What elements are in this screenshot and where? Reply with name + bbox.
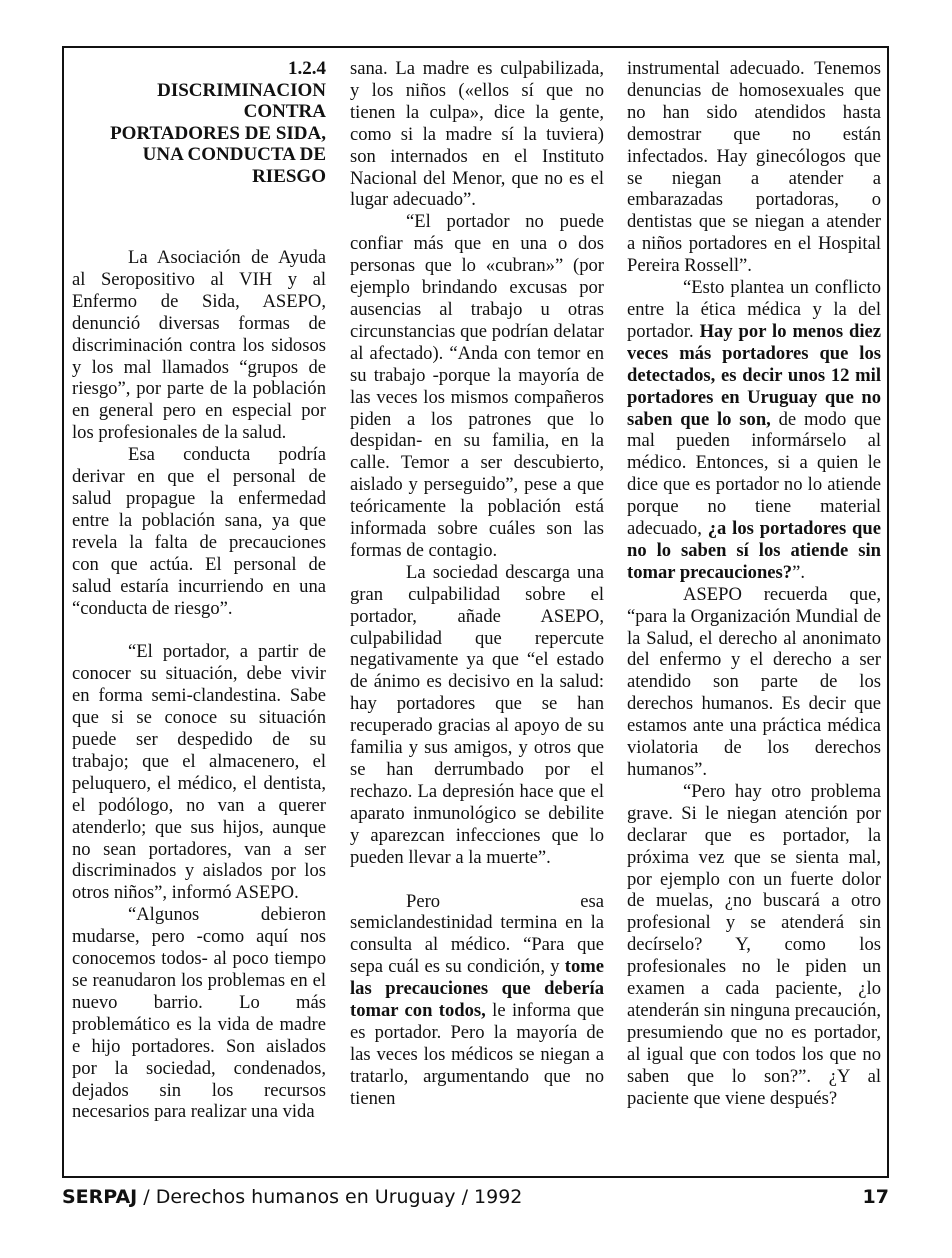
paragraph (627, 277, 881, 584)
page-number: 17 (862, 1186, 889, 1208)
section-heading (72, 58, 326, 187)
paragraph: “El portador, a partir de conocer su situación, debe vivir en forma semi-clandestina. Sabe que si se conoce su situación puede ser despedido de su trabajo; que el almacenero, el peluquero, el médico, el dentista, el podólogo, no van a querer atenderlo; que sus hijos, aunque no sean portadores, van a ser discriminados y aislados por los otros niños”, informó ASEPO. (72, 641, 326, 904)
paragraph: “El portador no puede confiar más que en una o dos personas que lo «cubran»” (por ejemplo brindando excusas por ausencias al trabajo u otras circunstancias que podrían delatar al afectado). “Anda con temor en su trabajo -porque la mayoría de las veces los mismos compañeros piden a los patrones que lo despidan- en su familia, en la calle. Temor a ser descubierto, aislado y perseguido”, pese a que teóricamente la población está informada sobre cuáles son las formas de contagio. (350, 211, 604, 561)
paragraph: instrumental adecuado. Tenemos denuncias de homosexuales que no han sido atendidos hasta demostrar que no están infectados. Hay ginecólogos que se niegan a atender a embarazadas portadoras, o dentistas que se niegan a atender a niños portadores en el Hospital Pereira Rossell”. (627, 58, 881, 277)
heading-line: CONTRA (243, 101, 326, 122)
bold-text-run: Hay por lo menos diez veces más portadores que los detectados, es decir unos 12 mil portadores en Uruguay que no saben que lo son, (627, 320, 882, 430)
paragraph: “Algunos debieron mudarse, pero -como aquí nos conocemos todos- al poco tiempo se reanudaron los problemas en el nuevo barrio. Lo más problemático es la vida de madre e hijo portadores. Son aislados por la sociedad, condenados, dejados sin los recursos necesarios para realizar una vida (72, 904, 326, 1123)
heading-line: DISCRIMINACION (157, 79, 326, 101)
text-run: ”. (792, 561, 805, 583)
column-1 (72, 58, 326, 1123)
paragraph: sana. La madre es culpabilizada, y los niños («ellos sí que no tienen la culpa», dice la gente, como si la madre sí la tuviera) son internados en el Instituto Nacional del Menor, que no es el lugar adecuado”. (350, 58, 604, 211)
paragraph (350, 891, 604, 1110)
footer-publication: / Derechos humanos en Uruguay / 1992 (137, 1186, 523, 1208)
paragraph: Esa conducta podría derivar en que el personal de salud propague la enfermedad entre la población sana, ya que revela la falta de precauciones con que actúa. El personal de salud estaría incurriendo en una “conducta de riesgo”. (72, 444, 326, 619)
footer-brand: SERPAJ (62, 1186, 138, 1208)
heading-line: UNA CONDUCTA DE (142, 144, 326, 165)
heading-line: RIESGO (252, 165, 326, 187)
column-3 (627, 58, 881, 1110)
paragraph: ASEPO recuerda que, “para la Organización Mundial de la Salud, el derecho al anonimato del enfermo y el derecho a ser atendido son parte de los derechos humanos. Es decir que estamos ante una práctica médica violatoria de los derechos humanos”. (627, 583, 881, 780)
heading-line: PORTADORES DE SIDA, (110, 122, 326, 144)
text-run: “Esto plantea un conflicto entre la ética médica y la del portador. (627, 277, 881, 342)
section-number: 1.2.4 (288, 58, 326, 79)
bold-text-run: tome las precauciones que debería tomar con todos, (350, 956, 604, 1022)
paragraph: La sociedad descarga una gran culpabilidad sobre el portador, añade ASEPO, culpabilidad que repercute negativamente ya que “el estado de ánimo es decisivo en la salud: hay portadores que se han recuperado gracias al apoyo de su familia y sus amigos, y otros que se han derrumbado por el rechazo. La depresión hace que el aparato inmunológico se debilite y aparezcan infecciones que lo pueden llevar a la muerte”. (350, 561, 604, 868)
text-run: de modo que mal pueden informárselo al médico. Entonces, si a quien le dice que es portador no lo atiende porque no tiene material adecuado, (627, 408, 881, 540)
text-run: Pero esa semiclandestinidad termina en la consulta al médico. “Para que sepa cuál es su condición, y (350, 890, 604, 978)
footer-title (62, 1186, 522, 1208)
bold-text-run: ¿a los portadores que no lo saben sí los atiende sin tomar precauciones? (627, 518, 881, 583)
column-2 (350, 58, 604, 1110)
paragraph: “Pero hay otro problema grave. Si le niegan atención por declarar que es portador, la próxima vez que se sienta mal, por ejemplo con un fuerte dolor de muelas, ¿no buscará a otro profesional y se atenderá sin decírselo? Y, como los profesionales no le piden un examen a cada paciente, ¿lo atenderán sin ninguna precaución, presumiendo que no es portador, al igual que con todos los que no saben que lo son?”. ¿Y al paciente que viene después? (627, 780, 882, 1109)
paragraph: La Asociación de Ayuda al Seropositivo al VIH y al Enfermo de Sida, ASEPO, denunció diversas formas de discriminación contra los sidosos y los mal llamados “grupos de riesgo”, por parte de la población en general pero en especial por los profesionales de la salud. (72, 247, 326, 444)
text-run: le informa que es portador. Pero la mayoría de las veces los médicos se niegan a tratarlo, argumentando que no tienen (350, 1000, 605, 1109)
